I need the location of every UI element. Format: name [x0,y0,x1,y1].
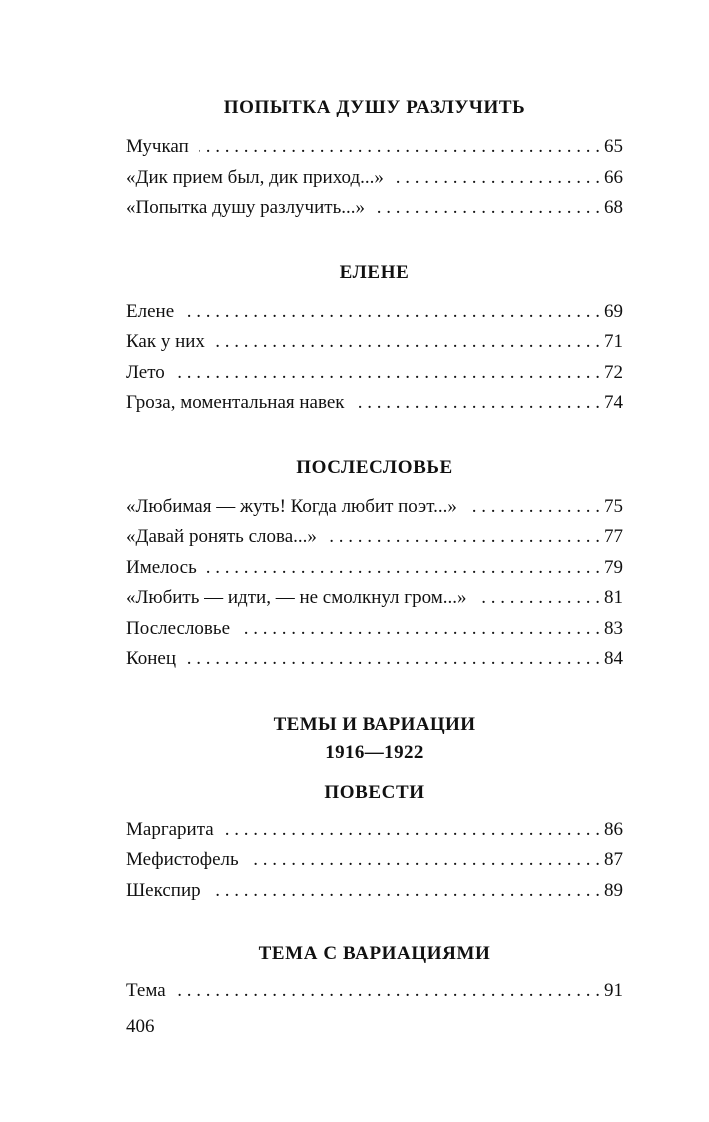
section-heading: ПОСЛЕСЛОВЬЕ [296,456,453,478]
dot-leader [249,845,600,876]
entry-title: Елене [126,300,175,322]
entry-page-number: 89 [604,879,623,901]
toc-entry [126,297,623,328]
table-of-contents [126,96,623,1007]
entry-page-number: 72 [604,361,623,383]
dot-leader [355,388,600,419]
entry-title: Тема [126,980,166,1001]
entry-page-number: 74 [604,392,623,413]
entry-title: «Дик прием был, дик приход...» [126,166,384,188]
dot-leader [175,358,600,389]
entry-list [126,976,623,1007]
toc-entry [126,845,623,876]
entry-title: Как у них [126,331,205,352]
entry-list [126,815,623,907]
dot-leader [176,976,600,1007]
part-years: 1916—1922 [325,741,424,763]
toc-entry [126,388,623,419]
toc-entry [126,815,623,846]
toc-entry [126,163,623,194]
entry-page-number: 81 [604,587,623,608]
entry-page-number: 65 [604,136,623,157]
toc-entry [126,358,623,389]
dot-leader [211,876,600,907]
entry-page-number: 66 [604,166,623,188]
entry-list [126,492,623,675]
entry-title: Имелось [126,556,197,578]
entry-list [126,297,623,419]
section-heading: ПОПЫТКА ДУШУ РАЗЛУЧИТЬ [223,97,526,118]
dot-leader [215,327,600,358]
dot-leader [224,815,600,846]
dot-leader [375,193,600,224]
toc-entry [126,492,623,523]
entry-title: Мефистофель [126,849,239,870]
toc-entry [126,193,623,224]
entry-page-number: 68 [604,197,623,218]
entry-page-number: 75 [604,495,623,517]
dot-leader [240,614,600,645]
entry-page-number: 84 [604,648,623,669]
toc-entry [126,644,623,675]
entry-page-number: 87 [604,849,623,870]
entry-page-number: 79 [604,556,623,578]
section-heading: ТЕМА С ВАРИАЦИЯМИ [258,943,491,964]
toc-entry [126,614,623,645]
toc-entry [126,976,623,1007]
dot-leader [467,492,600,523]
entry-list [126,132,623,224]
dot-leader [207,553,600,584]
entry-title: «Любить — идти, — не смолкнул гром...» [126,587,467,608]
entry-title: Шекспир [126,879,201,901]
dot-leader [394,163,600,194]
entry-title: «Любимая — жуть! Когда любит поэт...» [126,495,457,517]
toc-entry [126,327,623,358]
entry-page-number: 83 [604,617,623,639]
entry-title: Маргарита [126,818,214,840]
dot-leader [327,522,600,553]
entry-page-number: 86 [604,818,623,840]
toc-entry [126,522,623,553]
toc-entry [126,553,623,584]
entry-page-number: 91 [604,980,623,1001]
section-heading: ПОВЕСТИ [324,781,425,803]
entry-page-number: 71 [604,331,623,352]
dot-leader [476,583,600,614]
entry-title: Послесловье [126,617,230,639]
toc-entry [126,876,623,907]
entry-page-number: 77 [604,526,623,547]
part-title: ТЕМЫ И ВАРИАЦИИ [273,713,476,735]
entry-title: Конец [126,648,176,669]
entry-title: «Давай ронять слова...» [126,526,317,547]
toc-entry [126,132,623,163]
entry-title: Гроза, моментальная навек [126,392,345,413]
page-folio: 406 [126,1016,155,1037]
entry-title: Лето [126,361,165,383]
dot-leader [199,132,600,163]
entry-title: Мучкап [126,136,189,157]
dot-leader [186,644,600,675]
entry-title: «Попытка душу разлучить...» [126,197,365,218]
entry-page-number: 69 [604,300,623,322]
toc-entry [126,583,623,614]
dot-leader [184,297,600,328]
section-heading: ЕЛЕНЕ [339,261,410,283]
